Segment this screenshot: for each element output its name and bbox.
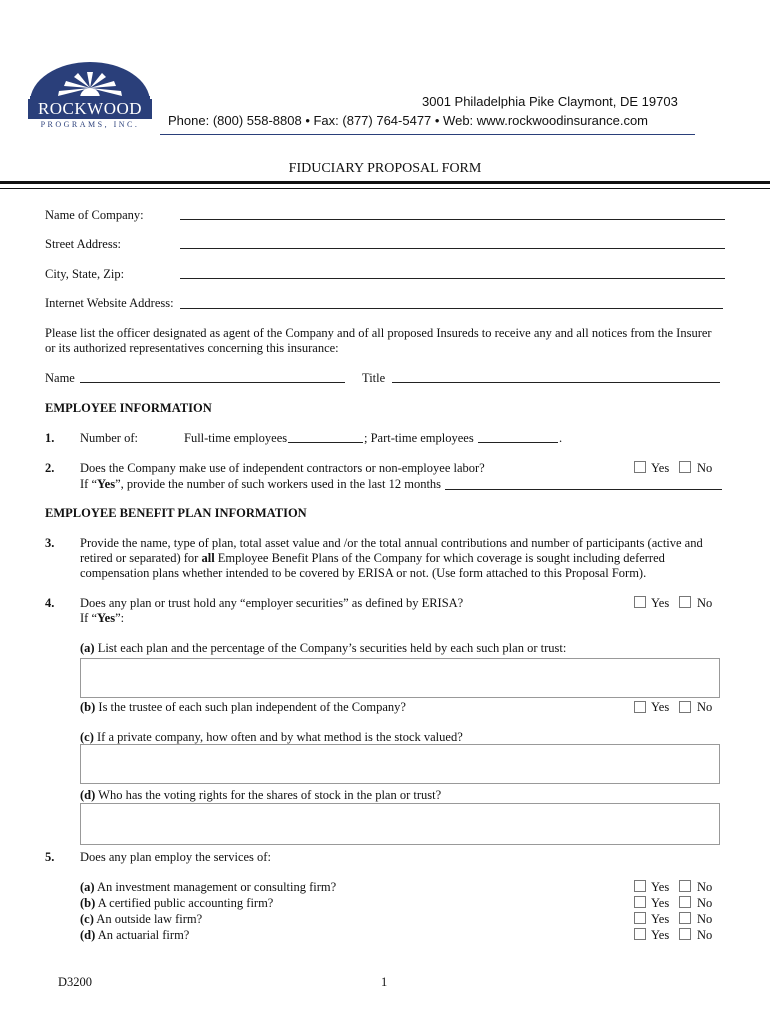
fulltime-employees-field[interactable] xyxy=(288,442,363,443)
q1-fulltime-label: Full-time employees xyxy=(184,431,288,445)
q4-if-rest: ”: xyxy=(115,611,125,625)
header-contact: Phone: (800) 558-8808 • Fax: (877) 764-5477 • Web: www.rockwoodinsurance.com xyxy=(168,113,649,128)
q2-no-checkbox[interactable] xyxy=(679,461,691,473)
q2-number: 2. xyxy=(45,461,55,475)
q5-number: 5. xyxy=(45,850,55,864)
q5b-text xyxy=(80,896,273,911)
q5a-no-checkbox[interactable] xyxy=(679,880,691,892)
q5a-no-label: No xyxy=(697,880,713,894)
q5b-question: A certified public accounting firm? xyxy=(95,896,274,910)
q4c-answer-box[interactable] xyxy=(80,744,720,784)
q4d-letter: (d) xyxy=(80,788,96,802)
agent-title-field[interactable] xyxy=(392,382,720,383)
agent-intro: Please list the officer designated as agent of the Company and of all proposed Insureds to receive any and all notices from the Insurer xyxy=(45,326,712,340)
q5b-yes-label: Yes xyxy=(651,896,670,910)
q4-yes-word: Yes xyxy=(97,611,116,625)
q4b-question: Is the trustee of each such plan independent of the Company? xyxy=(95,700,406,714)
q3-line2-b: Employee Benefit Plans of the Company for which coverage is sought including deferred xyxy=(214,551,665,565)
q5c-text xyxy=(80,912,202,927)
q4d-text xyxy=(80,788,441,803)
q3-line2-bold: all xyxy=(201,551,215,565)
q2-no-label: No xyxy=(697,461,713,475)
q4-text: Does any plan or trust hold any “employer securities” as defined by ERISA? xyxy=(80,596,464,610)
q5d-question: An actuarial firm? xyxy=(95,928,190,942)
employee-info-heading: EMPLOYEE INFORMATION xyxy=(45,401,212,415)
agent-intro-line2: or its authorized representatives concerning this insurance: xyxy=(45,341,339,355)
q5a-letter: (a) xyxy=(80,880,95,894)
q3-line2-a: retired or separated) for xyxy=(80,551,202,565)
q4-yes-label: Yes xyxy=(651,596,670,610)
q5c-no-label: No xyxy=(697,912,713,926)
q5b-letter: (b) xyxy=(80,896,96,910)
q4a-question: List each plan and the percentage of the Company’s securities held by each such plan or trust: xyxy=(94,641,567,655)
form-code: D3200 xyxy=(58,975,93,989)
form-title: FIDUCIARY PROPOSAL FORM xyxy=(288,161,482,176)
q5b-no-checkbox[interactable] xyxy=(679,896,691,908)
q5a-text xyxy=(80,880,336,895)
q2-if-rest: ”, provide the number of such workers used in the last 12 months xyxy=(115,477,442,491)
q5d-no-label: No xyxy=(697,928,713,942)
q4a-answer-box[interactable] xyxy=(80,658,720,698)
q4b-no-label: No xyxy=(697,700,713,714)
q4b-yes-checkbox[interactable] xyxy=(634,701,646,713)
parttime-employees-field[interactable] xyxy=(478,442,558,443)
q5c-question: An outside law firm? xyxy=(93,912,203,926)
agent-name-label: Name xyxy=(45,371,75,385)
q1-end: . xyxy=(559,431,563,445)
q3-line2 xyxy=(80,551,665,566)
q4b-yes-label: Yes xyxy=(651,700,670,714)
q2-yes-word: Yes xyxy=(97,477,116,491)
q2-yes-checkbox[interactable] xyxy=(634,461,646,473)
agent-title-label: Title xyxy=(362,371,386,385)
q5c-yes-checkbox[interactable] xyxy=(634,912,646,924)
q3-line3: compensation plans whether intended to be covered by ERISA or not. (Use form attached to this Proposal Form). xyxy=(80,566,647,580)
company-name-field[interactable] xyxy=(180,219,725,220)
page-number: 1 xyxy=(381,975,388,989)
q2-text: Does the Company make use of independent contractors or non-employee labor? xyxy=(80,461,485,475)
street-address-field[interactable] xyxy=(180,248,725,249)
title-rule-thin xyxy=(0,188,770,189)
q4d-answer-box[interactable] xyxy=(80,803,720,845)
q5c-no-checkbox[interactable] xyxy=(679,912,691,924)
header-underline xyxy=(160,134,695,135)
q5b-yes-checkbox[interactable] xyxy=(634,896,646,908)
q4a-letter: (a) xyxy=(80,641,95,655)
q4c-text xyxy=(80,730,463,745)
q2-if-line xyxy=(80,477,441,492)
q5d-yes-label: Yes xyxy=(651,928,670,942)
company-logo xyxy=(24,58,156,140)
q5b-no-label: No xyxy=(697,896,713,910)
q5a-yes-label: Yes xyxy=(651,880,670,894)
q5d-text xyxy=(80,928,189,943)
q4b-text xyxy=(80,700,406,715)
q4-if-line xyxy=(80,611,124,626)
q4a-text xyxy=(80,641,566,656)
website-field[interactable] xyxy=(180,308,723,309)
company-name-label: Name of Company: xyxy=(45,208,144,222)
q1-label: Number of: xyxy=(80,431,138,445)
header-address: 3001 Philadelphia Pike Claymont, DE 19703 xyxy=(422,94,678,109)
title-rule-thick xyxy=(0,181,770,184)
q5-text: Does any plan employ the services of: xyxy=(80,850,271,864)
agent-name-field[interactable] xyxy=(80,382,345,383)
q3-line1: Provide the name, type of plan, total asset value and /or the total annual contributions and number of participants (active and xyxy=(80,536,703,550)
q5d-letter: (d) xyxy=(80,928,96,942)
city-state-zip-field[interactable] xyxy=(180,278,725,279)
q1-number: 1. xyxy=(45,431,55,445)
q3-number: 3. xyxy=(45,536,55,550)
q5a-yes-checkbox[interactable] xyxy=(634,880,646,892)
street-address-label: Street Address: xyxy=(45,237,122,251)
logo-subtitle: PROGRAMS, INC. xyxy=(40,120,140,129)
q4-number: 4. xyxy=(45,596,55,610)
q2-yes-label: Yes xyxy=(651,461,670,475)
contractor-count-field[interactable] xyxy=(445,489,722,490)
q4d-question: Who has the voting rights for the shares of stock in the plan or trust? xyxy=(95,788,442,802)
q4c-question: If a private company, how often and by what method is the stock valued? xyxy=(93,730,463,744)
q5c-yes-label: Yes xyxy=(651,912,670,926)
q4-if-prefix: If “ xyxy=(80,611,97,625)
q4-yes-checkbox[interactable] xyxy=(634,596,646,608)
q5c-letter: (c) xyxy=(80,912,94,926)
benefit-info-heading: EMPLOYEE BENEFIT PLAN INFORMATION xyxy=(45,506,307,520)
q4c-letter: (c) xyxy=(80,730,94,744)
website-label: Internet Website Address: xyxy=(45,296,174,310)
q5a-question: An investment management or consulting firm? xyxy=(94,880,337,894)
q4-no-checkbox[interactable] xyxy=(679,596,691,608)
q4-no-label: No xyxy=(697,596,713,610)
q1-parttime-label: ; Part-time employees xyxy=(364,431,474,445)
q4b-no-checkbox[interactable] xyxy=(679,701,691,713)
q5d-yes-checkbox[interactable] xyxy=(634,928,646,940)
city-state-zip-label: City, State, Zip: xyxy=(45,267,125,281)
q4b-letter: (b) xyxy=(80,700,96,714)
logo-name: ROCKWOOD xyxy=(28,99,152,119)
q2-if-prefix: If “ xyxy=(80,477,97,491)
q5d-no-checkbox[interactable] xyxy=(679,928,691,940)
